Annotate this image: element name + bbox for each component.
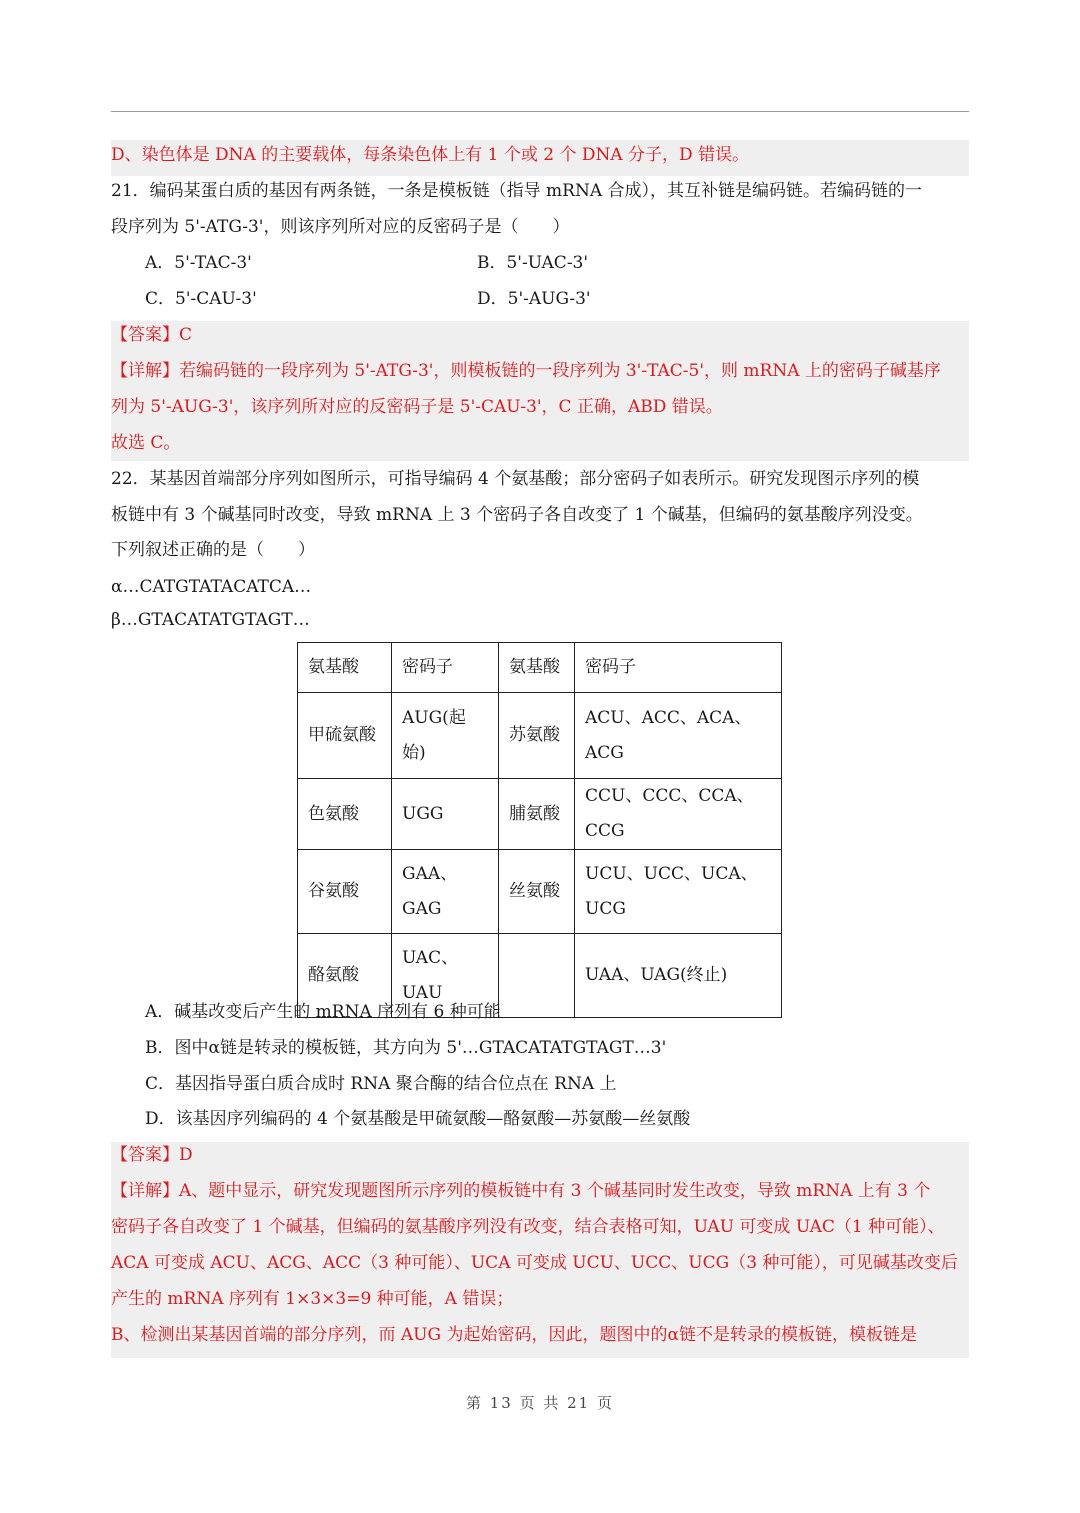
- q22-detail-line-1: 【详解】A、题中显示，研究发现题图所示序列的模板链中有 3 个碱基同时发生改变，导致 mRNA 上有 3 个: [111, 1181, 931, 1201]
- cell-amino-acid: 酪氨酸: [298, 934, 392, 1018]
- q21-stem-line-1: 21．编码某蛋白质的基因有两条链，一条是模板链（指导 mRNA 合成），其互补链是编码链。若编码链的一: [111, 181, 923, 201]
- page-number-footer: 第 13 页 共 21 页: [465, 1394, 614, 1412]
- q21-stem-line-2: 段序列为 5'-ATG-3'，则该序列所对应的反密码子是（ ）: [111, 217, 570, 237]
- q22-detail-line-2: 密码子各自改变了 1 个碱基，但编码的氨基酸序列没有改变，结合表格可知，UAU 可变成 UAC（1 种可能）、: [111, 1217, 945, 1237]
- q22-detail-line-4: 产生的 mRNA 序列有 1×3×3=9 种可能，A 错误；: [111, 1289, 514, 1309]
- cell-codon-line: GAA、: [402, 863, 458, 884]
- q22-stem-line-3: 下列叙述正确的是（ ）: [111, 540, 315, 560]
- q22-option-a: A．碱基改变后产生的 mRNA 序列有 6 种可能: [145, 1002, 501, 1022]
- q21-option-d: D．5'-AUG-3': [477, 289, 591, 309]
- q22-stem-line-1: 22．某基因首端部分序列如图所示，可指导编码 4 个氨基酸；部分密码子如表所示。研究发现图示序列的模: [111, 469, 920, 489]
- table-row: [298, 693, 782, 779]
- cell-codon: [392, 850, 499, 934]
- q21-detail-line-2: 列为 5'-AUG-3'，该序列所对应的反密码子是 5'-CAU-3'，C 正确，ABD 错误。: [111, 397, 723, 417]
- beta-strand: β…GTACATATGTAGT…: [111, 610, 310, 630]
- header-codon-1: 密码子: [392, 643, 499, 693]
- table-row: [298, 850, 782, 934]
- q22-answer: 【答案】D: [111, 1145, 193, 1165]
- cell-codon: ACU、ACC、ACA、ACG: [575, 693, 782, 779]
- q21-option-a: A．5'-TAC-3': [145, 253, 252, 273]
- q22-stem-line-2: 板链中有 3 个碱基同时改变，导致 mRNA 上 3 个密码子各自改变了 1 个碱基，但编码的氨基酸序列没变。: [111, 505, 923, 525]
- cell-amino-acid: 甲硫氨酸: [298, 693, 392, 779]
- table-header-row: [298, 643, 782, 693]
- alpha-strand: α…CATGTATACATCA…: [111, 577, 312, 597]
- prev-option-d-explanation: D、染色体是 DNA 的主要载体，每条染色体上有 1 个或 2 个 DNA 分子，D 错误。: [111, 145, 750, 165]
- cell-codon: [392, 693, 499, 779]
- q21-option-c: C．5'-CAU-3': [145, 289, 257, 309]
- cell-codon: UGG: [392, 779, 499, 850]
- q22-detail-line-3: ACA 可变成 ACU、ACG、ACC（3 种可能）、UCA 可变成 UCU、UCC、UCG（3 种可能），可见碱基改变后: [111, 1253, 958, 1273]
- q22-option-b: B．图中α链是转录的模板链，其方向为 5'…GTACATATGTAGT…3': [145, 1038, 667, 1058]
- q22-detail-line-5: B、检测出某基因首端的部分序列，而 AUG 为起始密码，因此，题图中的α链不是转录的模板链，模板链是: [111, 1325, 917, 1345]
- q21-detail-line-3: 故选 C。: [111, 433, 181, 453]
- header-amino-acid-1: 氨基酸: [298, 643, 392, 693]
- q21-answer: 【答案】C: [111, 325, 193, 345]
- q22-option-c: C．基因指导蛋白质合成时 RNA 聚合酶的结合位点在 RNA 上: [145, 1074, 617, 1094]
- header-codon-2: 密码子: [575, 643, 782, 693]
- cell-amino-acid: 脯氨酸: [499, 779, 575, 850]
- cell-amino-acid: 苏氨酸: [499, 693, 575, 779]
- header-amino-acid-2: 氨基酸: [499, 643, 575, 693]
- cell-codon-line: AUG(起: [402, 707, 466, 728]
- cell-amino-acid: 谷氨酸: [298, 850, 392, 934]
- cell-codon-line: GAG: [402, 898, 442, 919]
- cell-codon: CCU、CCC、CCA、CCG: [575, 779, 782, 850]
- shade-q21-answer: [111, 321, 969, 461]
- cell-codon: UAA、UAG(终止): [575, 934, 782, 1018]
- cell-codon: UCU、UCC、UCA、UCG: [575, 850, 782, 934]
- table-row: [298, 779, 782, 850]
- q22-option-d: D．该基因序列编码的 4 个氨基酸是甲硫氨酸—酪氨酸—苏氨酸—丝氨酸: [145, 1109, 691, 1129]
- header-rule: [111, 111, 969, 112]
- cell-amino-acid: [499, 934, 575, 1018]
- cell-codon-line: UAC、: [402, 947, 459, 968]
- cell-codon-line: UAU: [402, 982, 443, 1003]
- cell-amino-acid: 丝氨酸: [499, 850, 575, 934]
- q21-detail-line-1: 【详解】若编码链的一段序列为 5'-ATG-3'，则模板链的一段序列为 3'-TAC-5'，则 mRNA 上的密码子碱基序: [111, 361, 941, 381]
- q21-option-b: B．5'-UAC-3': [477, 253, 589, 273]
- cell-codon-line: 始): [402, 742, 426, 763]
- cell-amino-acid: 色氨酸: [298, 779, 392, 850]
- codon-table: [297, 642, 782, 1018]
